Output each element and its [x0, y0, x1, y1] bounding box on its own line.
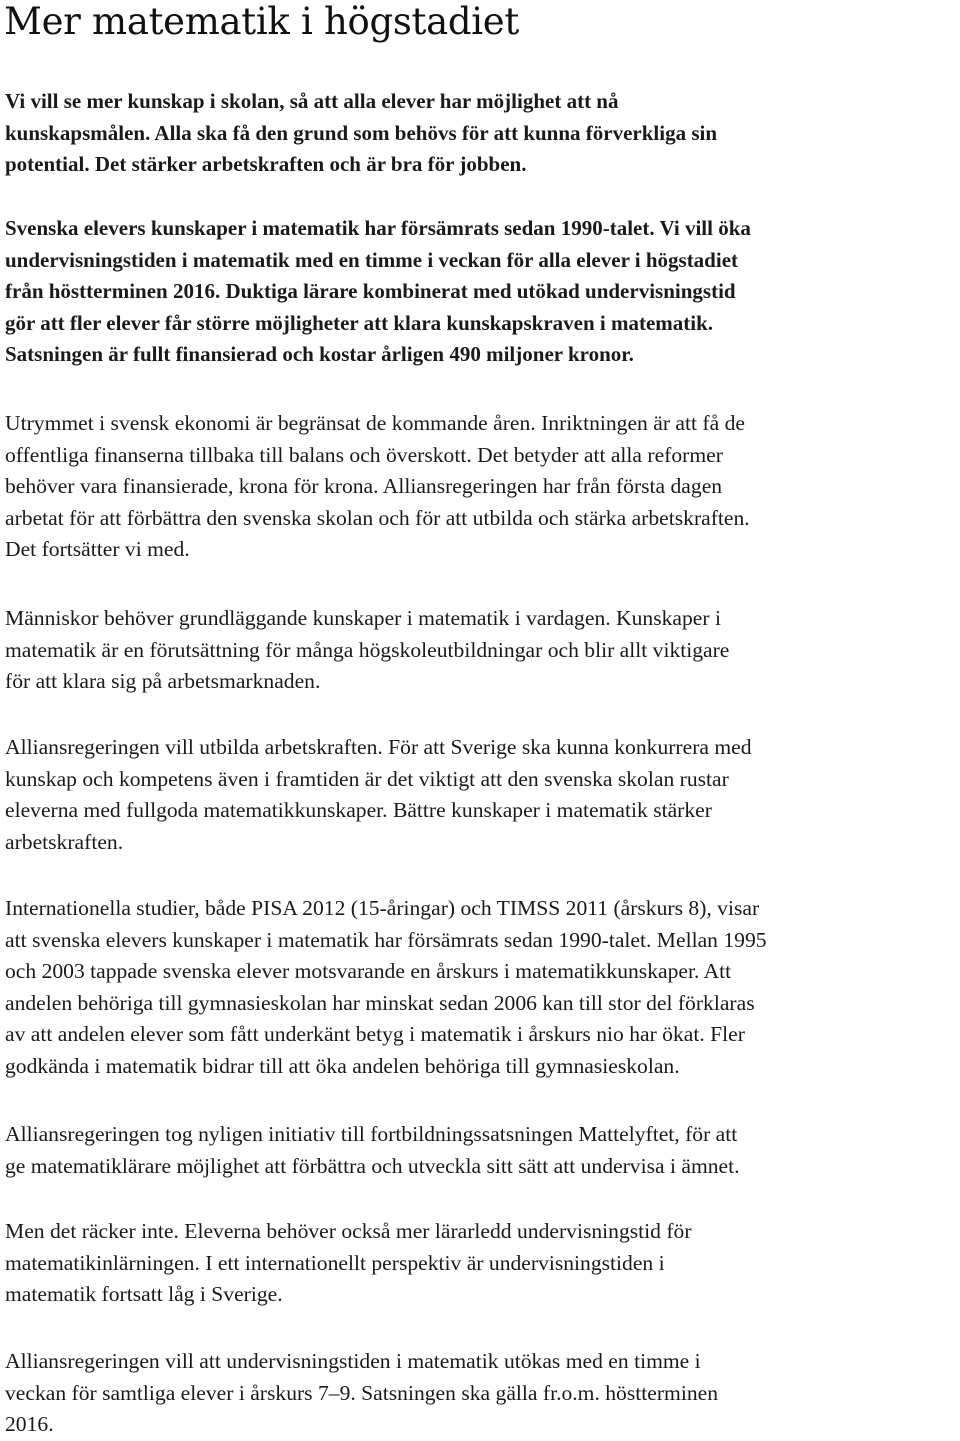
text-line: Internationella studier, både PISA 2012 (15-åringar) och TIMSS 2011 (årskurs 8), visar [5, 896, 760, 920]
text-line: och 2003 tappade svenska elever motsvarande en årskurs i matematikkunskaper. Att [5, 959, 732, 983]
text-line: av att andelen elever som fått underkänt betyg i matematik i årskurs nio har ökat. Fler [5, 1022, 745, 1046]
body-paragraph-3 [5, 732, 957, 858]
text-line: ge matematiklärare möjlighet att förbättra och utveckla sitt sätt att undervisa i ämnet. [5, 1153, 740, 1178]
text-line: offentliga finanserna tillbaka till balans och överskott. Det betyder att alla reformer [5, 442, 723, 467]
text-line: Alliansregeringen vill utbilda arbetskraften. För att Sverige ska kunna konkurrera med [5, 735, 752, 759]
text-line: Svenska elevers kunskaper i matematik har försämrats sedan 1990-talet. Vi vill öka [5, 216, 751, 240]
intro-paragraph-2 [5, 213, 957, 371]
text-line: arbetat för att förbättra den svenska skolan och för att utbilda och stärka arbetskraften. [5, 505, 750, 530]
text-line: veckan för samtliga elever i årskurs 7–9. Satsningen ska gälla fr.o.m. höstterminen [5, 1380, 719, 1405]
body-paragraph-4 [5, 893, 957, 1082]
text-line: potential. Det stärker arbetskraften och är bra för jobben. [5, 152, 527, 176]
text-line: eleverna med fullgoda matematikkunskaper. Bättre kunskaper i matematik stärker [5, 798, 712, 822]
body-paragraph-2 [5, 603, 957, 698]
body-paragraph-5 [5, 1119, 957, 1182]
text-line: matematik är en förutsättning för många högskoleutbildningar och blir allt viktigare [5, 637, 730, 662]
text-line: Människor behöver grundläggande kunskaper i matematik i vardagen. Kunskaper i [5, 606, 721, 630]
text-line: 2016. [5, 1412, 54, 1436]
text-line: Vi vill se mer kunskap i skolan, så att alla elever har möjlighet att nå [5, 89, 619, 113]
text-line: att svenska elevers kunskaper i matematik har försämrats sedan 1990-talet. Mellan 1995 [5, 927, 767, 952]
text-line: från höstterminen 2016. Duktiga lärare kombinerat med utökad undervisningstid [5, 279, 736, 303]
text-line: Alliansregeringen tog nyligen initiativ till fortbildningssatsningen Mattelyftet, för att [5, 1122, 738, 1146]
text-line: andelen behöriga till gymnasieskolan har minskat sedan 2006 kan till stor del förklaras [5, 990, 755, 1015]
text-line: undervisningstiden i matematik med en timme i veckan för alla elever i högstadiet [5, 247, 739, 272]
text-line: arbetskraften. [5, 829, 124, 854]
text-line: gör att fler elever får större möjligheter att klara kunskapskraven i matematik. [5, 310, 714, 335]
text-line: för att klara sig på arbetsmarknaden. [5, 669, 321, 693]
text-line: kunskap och kompetens även i framtiden är det viktigt att den svenska skolan rustar [5, 766, 729, 791]
text-line: Alliansregeringen vill att undervisningstiden i matematik utökas med en timme i [5, 1349, 701, 1373]
text-line: matematik fortsatt låg i Sverige. [5, 1282, 283, 1306]
text-line: kunskapsmålen. Alla ska få den grund som behövs för att kunna förverkliga sin [5, 120, 718, 145]
intro-paragraph-1 [5, 86, 957, 181]
page-title: Mer matematik i högstadiet [4, 0, 519, 43]
text-line: Men det räcker inte. Eleverna behöver också mer lärarledd undervisningstid för [5, 1219, 692, 1243]
text-line: matematikinlärningen. I ett internationellt perspektiv är undervisningstiden i [5, 1250, 665, 1275]
body-paragraph-6 [5, 1216, 957, 1311]
body-paragraph-1 [5, 408, 957, 566]
text-line: Det fortsätter vi med. [5, 537, 190, 561]
body-paragraph-7 [5, 1346, 957, 1441]
text-line: behöver vara finansierade, krona för krona. Alliansregeringen har från första dagen [5, 474, 723, 498]
text-line: Satsningen är fullt finansierad och kostar årligen 490 miljoner kronor. [5, 342, 634, 366]
text-line: Utrymmet i svensk ekonomi är begränsat de kommande åren. Inriktningen är att få de [5, 411, 745, 435]
text-line: godkända i matematik bidrar till att öka andelen behöriga till gymnasieskolan. [5, 1053, 680, 1078]
